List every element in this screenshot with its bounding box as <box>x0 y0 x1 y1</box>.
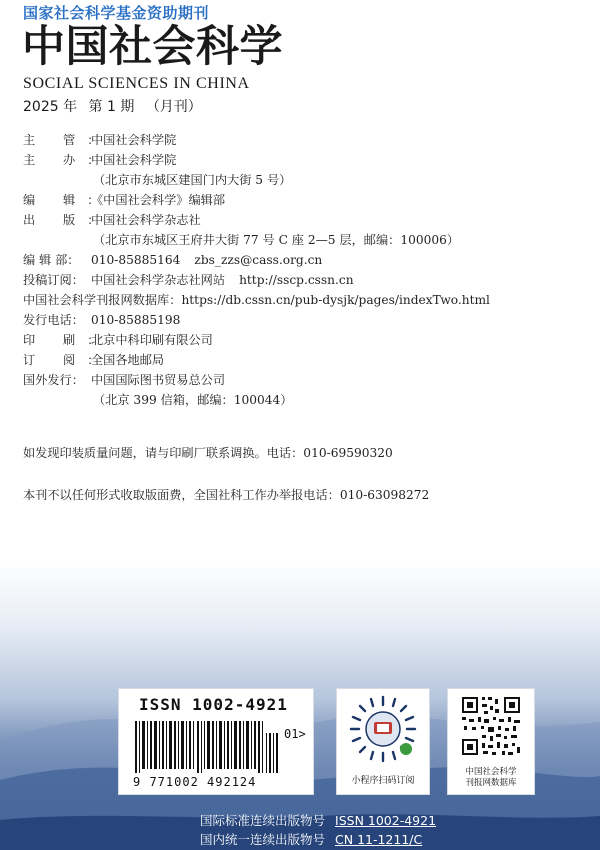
issue-frequency: （月刊） <box>145 99 202 115</box>
editorial-office-label: 编 辑 部： <box>23 253 80 267</box>
info-row-printer <box>23 330 583 350</box>
qr-caption <box>448 767 534 789</box>
submission-label: 投稿订阅： <box>23 273 84 287</box>
overseas-address: （北京 399 信箱，邮编：100044） <box>93 393 293 407</box>
distribution-phone-label: 发行电话： <box>23 313 84 327</box>
submission-url[interactable]: http://sscp.cssn.cn <box>239 273 354 287</box>
issn-publication-label: 国际标准连续出版物号 <box>200 813 326 828</box>
issue-year: 2025 年 <box>23 99 78 115</box>
info-row-editor <box>23 190 583 210</box>
qr-caption-line2: 刊报网数据库 <box>465 778 517 788</box>
qr-card[interactable] <box>447 688 535 795</box>
distribution-phone-value: 010-85885198 <box>91 313 181 327</box>
editor-label: 编 辑： <box>23 193 112 207</box>
publication-info <box>23 130 583 410</box>
subscription-value: 全国各地邮局 <box>91 353 165 367</box>
mini-program-card[interactable] <box>336 688 430 795</box>
barcode-issn-label: ISSN 1002-4921 <box>139 695 288 714</box>
database-url[interactable]: https://db.cssn.cn/pub-dysjk/pages/indexTwo.html <box>181 293 490 307</box>
overseas-value: 中国国际图书贸易总公司 <box>91 373 226 387</box>
cn-publication-number <box>200 830 422 848</box>
publisher-value: 中国社会科学杂志社 <box>91 213 201 227</box>
issue-line <box>23 96 209 116</box>
info-row-subscription <box>23 350 583 370</box>
funding-label: 国家社会科学基金资助期刊 <box>23 4 210 22</box>
barcode-bars <box>131 721 281 773</box>
info-row-publisher-address <box>23 230 583 250</box>
mini-program-caption: 小程序扫码订阅 <box>351 776 415 786</box>
submission-contact <box>91 270 354 290</box>
no-fee-notice: 本刊不以任何形式收取版面费，全国社科工作办举报电话：010-63098272 <box>23 488 430 502</box>
submission-value: 中国社会科学杂志社网站 <box>91 273 226 287</box>
supervisor-value: 中国社会科学院 <box>91 133 177 147</box>
magazine-title: 中国社会科学 <box>22 22 283 72</box>
publisher-label: 出 版： <box>23 213 112 227</box>
cn-publication-label: 国内统一连续出版物号 <box>200 832 326 847</box>
info-row-submission <box>23 270 583 290</box>
info-row-overseas-address <box>23 390 583 410</box>
info-row-sponsor-address <box>23 170 583 190</box>
info-row-editorial-office <box>23 250 583 270</box>
printer-value: 北京中科印刷有限公司 <box>91 333 213 347</box>
editor-value: 《中国社会科学》编辑部 <box>91 193 226 207</box>
issn-publication-value: ISSN 1002-4921 <box>335 813 437 828</box>
publisher-address: （北京市东城区王府井大街 77 号 C 座 2—5 层，邮编：100006） <box>93 233 460 247</box>
database-label: 中国社会科学刊报网数据库： <box>23 293 182 307</box>
qr-code-icon <box>448 689 534 765</box>
issn-publication-number <box>200 811 436 829</box>
editorial-office-contact <box>91 250 322 270</box>
editorial-office-email[interactable]: zbs_zzs@cass.org.cn <box>194 253 323 267</box>
info-row-database <box>23 290 583 310</box>
barcode-card <box>118 688 314 795</box>
info-row-supervisor <box>23 130 583 150</box>
qr-caption-line1: 中国社会科学 <box>465 767 517 777</box>
overseas-label: 国外发行： <box>23 373 84 387</box>
mini-program-code-icon <box>337 689 429 771</box>
info-row-distribution-phone <box>23 310 583 330</box>
print-quality-notice: 如发现印装质量问题，请与印刷厂联系调换。电话：010-69590320 <box>23 446 393 460</box>
barcode-addon: 01> <box>284 727 306 741</box>
sponsor-address: （北京市东城区建国门内大街 5 号） <box>93 173 292 187</box>
sponsor-label: 主 办： <box>23 153 112 167</box>
printer-label: 印 刷： <box>23 333 112 347</box>
sponsor-value: 中国社会科学院 <box>91 153 177 167</box>
info-row-sponsor <box>23 150 583 170</box>
cn-publication-value: CN 11-1211/C <box>335 832 423 847</box>
editorial-office-phone: 010-85885164 <box>91 253 181 267</box>
info-row-overseas <box>23 370 583 390</box>
issue-number: 第 1 期 <box>88 99 135 115</box>
subscription-label: 订 阅： <box>23 353 112 367</box>
info-row-publisher <box>23 210 583 230</box>
magazine-english-title: SOCIAL SCIENCES IN CHINA <box>23 75 250 92</box>
supervisor-label: 主 管： <box>23 133 112 147</box>
barcode-number: 9 771002 492124 <box>133 775 257 789</box>
